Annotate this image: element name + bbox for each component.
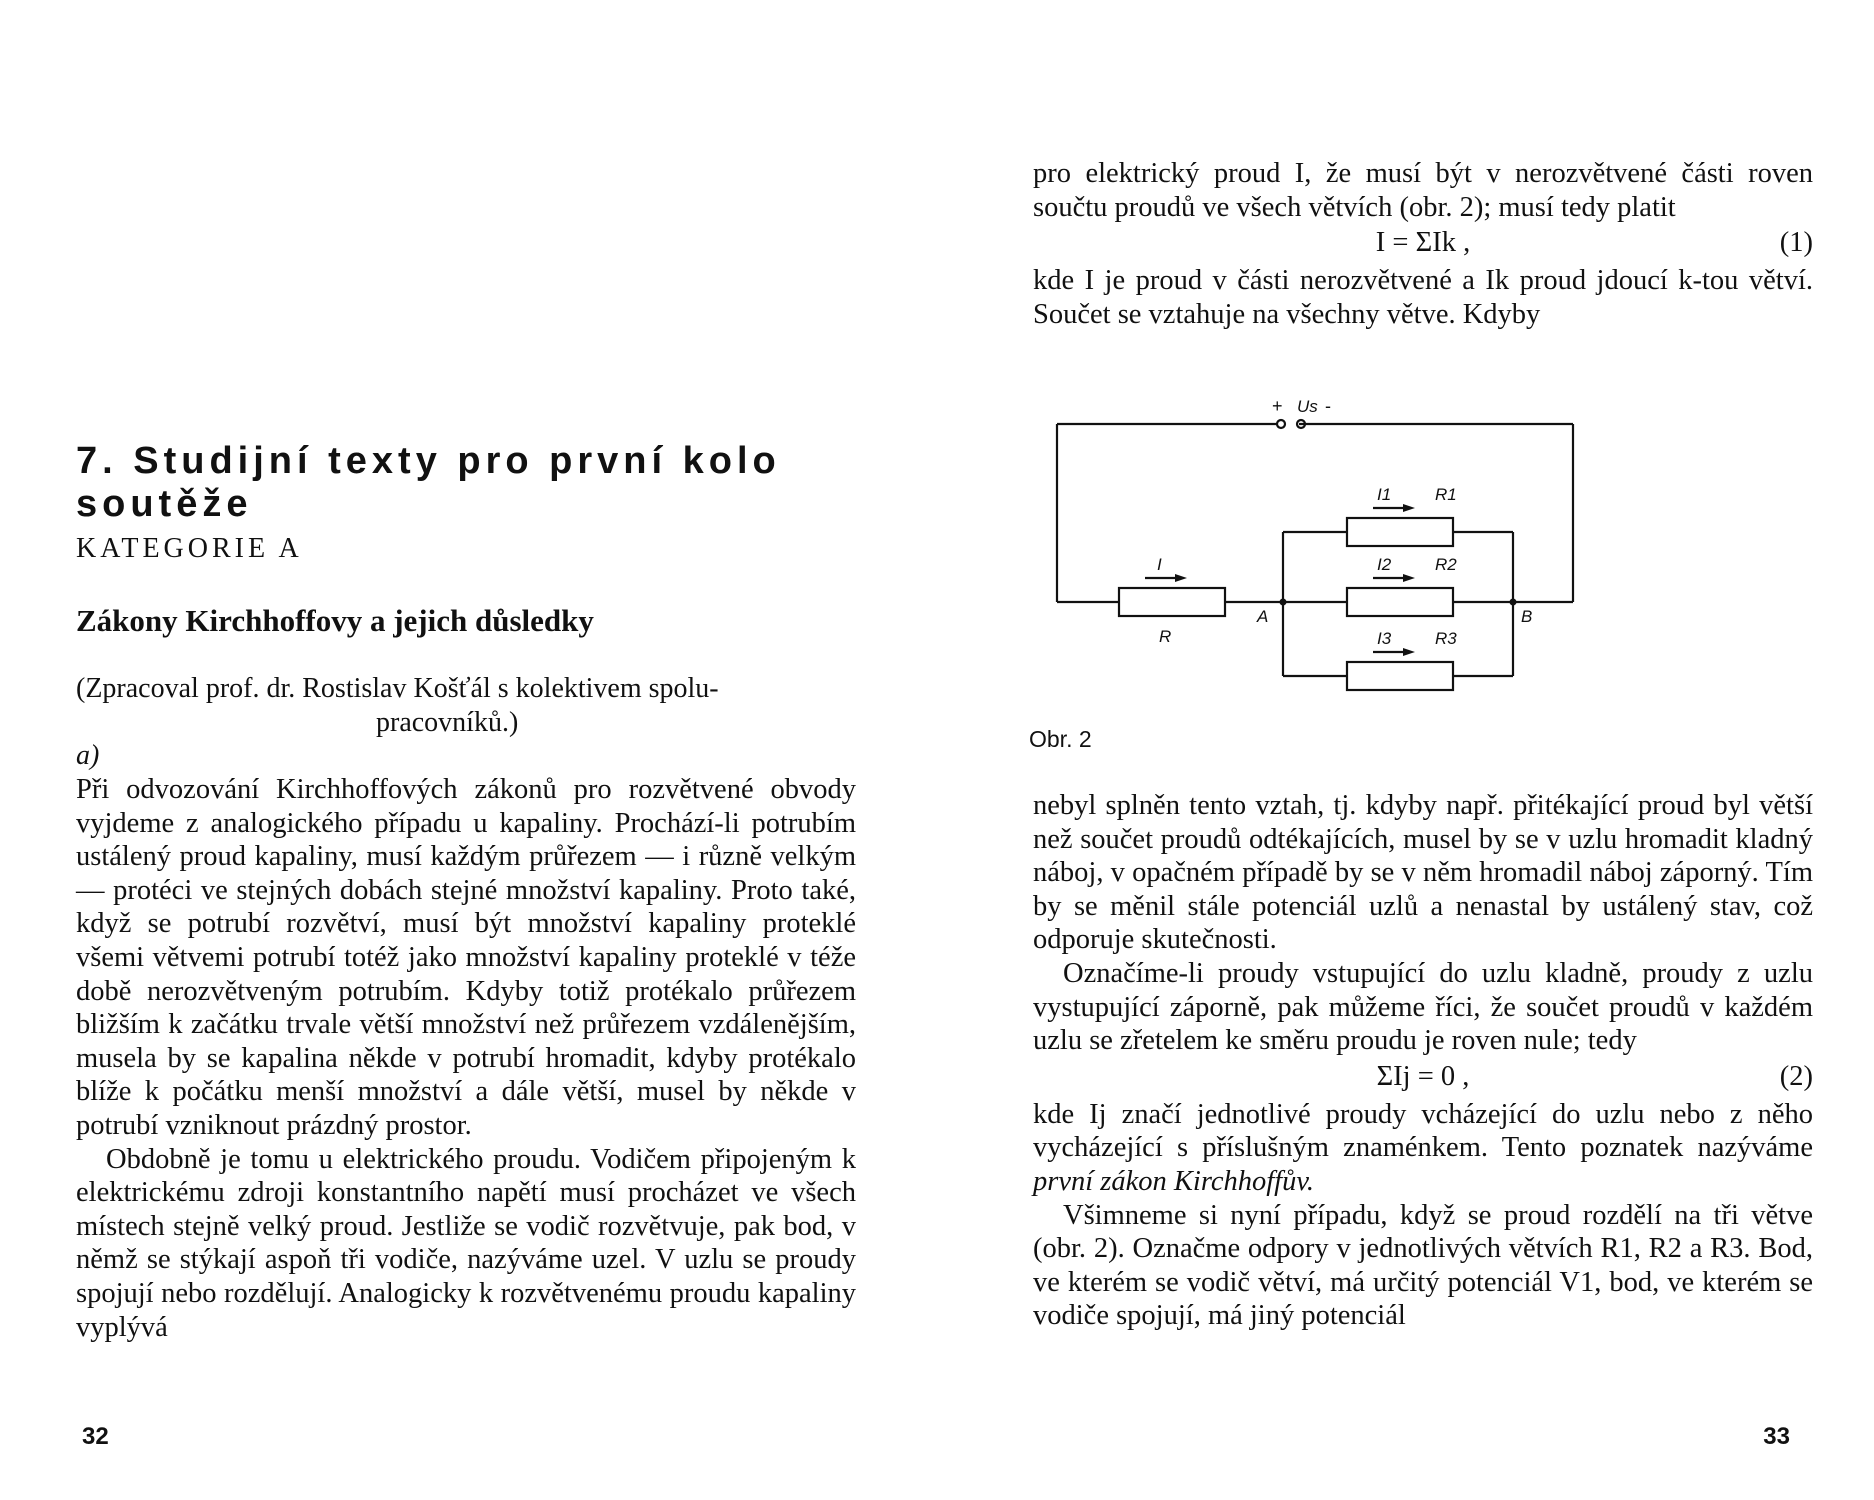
paragraph: Označíme-li proudy vstupující do uzlu kladně, proudy z uzlu vystupující záporně, pak můžeme říci, že součet proudů v každém uzlu se zřetelem ke směru proudu je roven nule; tedy: [1033, 957, 1813, 1057]
paragraph-text: kde Ij značí jednotlivé proudy vcházející do uzlu nebo z něho vycházející s příslušným znaménkem. Tento poznatek nazýváme: [1033, 1098, 1813, 1164]
page-number-left: 32: [82, 1423, 109, 1450]
paragraph: nebyl splněn tento vztah, tj. kdyby např. přitékající proud byl větší než součet proudů odtékajících, musel by se v uzlu hromadit kladný náboj, v opačném případě by se v něm hromadil náboj záporný. Tím by se měnil stále potenciál uzlů a nenastal by ustálený stav, což odporuje skutečnosti.: [1033, 790, 1813, 956]
resistor-r: [1119, 588, 1225, 616]
author-credit: [76, 672, 851, 740]
arrow-i-head: [1175, 574, 1187, 582]
label-i2: I2: [1377, 555, 1392, 574]
node-a-dot: [1280, 599, 1287, 606]
page-number-right: 33: [1763, 1423, 1790, 1450]
right-body-text: [1033, 789, 1813, 1333]
circuit-diagram: [1047, 400, 1687, 710]
paragraph: Obdobně je tomu u elektrického proudu. Vodičem připojeným k elektrickému zdroji konstantního napětí musí procházet ve všech místech stejně velký proud. Jestliže se vodič rozvětvuje, pak bod, v němž se stýkají aspoň tři vodiče, nazýváme uzel. V uzlu se proudy spojují nebo rozdělují. Analogicky k rozvětvenému proudu kapaliny vyplývá: [76, 1143, 856, 1343]
circuit-svg: [1047, 400, 1687, 710]
paragraph: Při odvozování Kirchhoffových zákonů pro rozvětvené obvody vyjdeme z analogického případu u kapaliny. Prochází-li potrubím ustálený proud kapaliny, musí každým průřezem — i různě velkým — protéci ve stejných dobách stejné množství kapaliny. Proto také, když se potrubí rozvětví, musí být množství kapaliny proteklé všemi větvemi potrubí totéž jako množství kapaliny proteklé v téže době nerozvětveným potrubím. Kdyby totiž protékalo průřezem bližším k začátku trvale větší množství než průřezem vzdálenějším, musela by se kapalina někde v potrubí hromadit, kdyby protékalo blíže k počátku menší množství a dále větší, musel by někde v potrubí vzniknout prázdný prostor.: [76, 774, 856, 1141]
author-credit-line2: pracovníků.): [376, 707, 519, 738]
label-r: R: [1159, 627, 1172, 646]
paragraph: [1033, 1098, 1813, 1199]
label-r1: R1: [1435, 485, 1457, 504]
section-title: Zákony Kirchhoffovy a jejich důsledky: [76, 603, 594, 638]
formula-2: [1033, 1058, 1813, 1098]
arrow-i1-head: [1403, 504, 1415, 512]
formula-2-number: (2): [1779, 1060, 1813, 1092]
label-i: I: [1157, 555, 1162, 574]
subsection-label: a): [76, 740, 100, 771]
formula-1-number: (1): [1779, 227, 1813, 259]
label-plus: +: [1272, 400, 1283, 416]
left-body-text: [76, 773, 856, 1344]
label-r2: R2: [1435, 555, 1457, 574]
terminal-plus: [1277, 420, 1285, 428]
category-heading: KATEGORIE A: [76, 533, 303, 564]
label-i1: I1: [1377, 485, 1392, 504]
node-b-dot: [1510, 599, 1517, 606]
arrow-i2-head: [1403, 574, 1415, 582]
chapter-title: 7. Studijní texty pro první kolo soutěže: [76, 440, 781, 525]
formula-2-expression: ΣIj = 0 ,: [1376, 1060, 1470, 1092]
label-minus: -: [1325, 400, 1331, 416]
resistor-r1: [1347, 518, 1453, 546]
resistor-r3: [1347, 662, 1453, 690]
right-page: [937, 0, 1874, 1500]
law-name: první zákon Kirchhoffův.: [1033, 1165, 1315, 1197]
label-us: Us: [1297, 400, 1318, 416]
arrow-i3-head: [1403, 648, 1415, 656]
figure-caption: Obr. 2: [1029, 726, 1092, 752]
paragraph: Všimneme si nyní případu, když se proud rozdělí na tři větve (obr. 2). Označme odpory v jednotlivých větvích R1, R2 a R3. Bod, ve kterém se vodič větví, má určitý potenciál V1, bod, ve kterém se vodiče spojují, má jiný potenciál: [1033, 1199, 1813, 1332]
resistor-r2: [1347, 588, 1453, 616]
formula-1-expression: I = ΣIk ,: [1375, 227, 1471, 259]
paragraph: kde I je proud v části nerozvětvené a Ik proud jdoucí k-tou větví. Součet se vztahuje na všechny větve. Kdyby: [1033, 265, 1813, 330]
label-node-a: A: [1257, 607, 1269, 626]
author-credit-line1: (Zpracoval prof. dr. Rostislav Košťál s kolektivem spolu-: [76, 673, 719, 704]
paragraph: pro elektrický proud I, že musí být v nerozvětvené části roven součtu proudů ve všech větvích (obr. 2); musí tedy platit: [1033, 158, 1813, 223]
label-r3: R3: [1435, 629, 1457, 648]
right-top-text: [1033, 157, 1813, 331]
formula-1: [1033, 224, 1813, 264]
label-i3: I3: [1377, 629, 1392, 648]
label-node-b: B: [1521, 607, 1533, 626]
